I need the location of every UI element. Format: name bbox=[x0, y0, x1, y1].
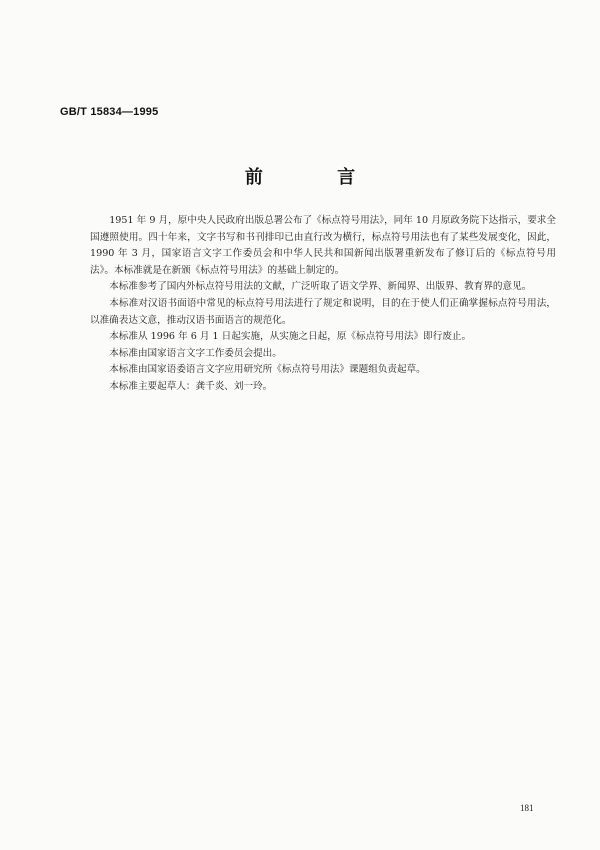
page-title: 前 言 bbox=[244, 167, 390, 188]
standard-code: GB/T 15834—1995 bbox=[60, 106, 159, 118]
foreword-body bbox=[90, 213, 556, 396]
paragraph-proposer: 本标准由国家语言文字工作委员会提出。 bbox=[109, 347, 282, 359]
paragraph-history: 1951 年 9 月，原中央人民政府出版总署公布了《标点符号用法》，同年 10 月原政务院下达指示，要求全国遵照使用。四十年来，文字书写和书刊排印已由直行改为横行，标点符号用法也有了某些发展变化，因此，1990 年 3 月，国家语言文字工作委员会和中华人民共和国新闻出版署重新发布了修订后的《标点符号用法》。本标准就是在新颁《标点符号用法》的基础上制定的。 bbox=[90, 215, 556, 276]
paragraph-effective-date: 本标准从 1996 年 6 月 1 日起实施，从实施之日起，原《标点符号用法》即行废止。 bbox=[109, 331, 472, 343]
paragraph-references: 本标准参考了国内外标点符号用法的文献，广泛听取了语文学界、新闻界、出版界、教育界的意见。 bbox=[109, 281, 532, 293]
paragraph-drafters: 本标准主要起草人：龚千炎、刘一玲。 bbox=[109, 380, 273, 392]
page-number: 181 bbox=[520, 803, 534, 813]
paragraph-drafting-unit: 本标准由国家语委语言文字应用研究所《标点符号用法》课题组负责起草。 bbox=[109, 364, 426, 376]
paragraph-purpose: 本标准对汉语书面语中常见的标点符号用法进行了规定和说明，目的在于使人们正确掌握标点符号用法，以准确表达文意，推动汉语书面语言的规范化。 bbox=[90, 297, 556, 326]
